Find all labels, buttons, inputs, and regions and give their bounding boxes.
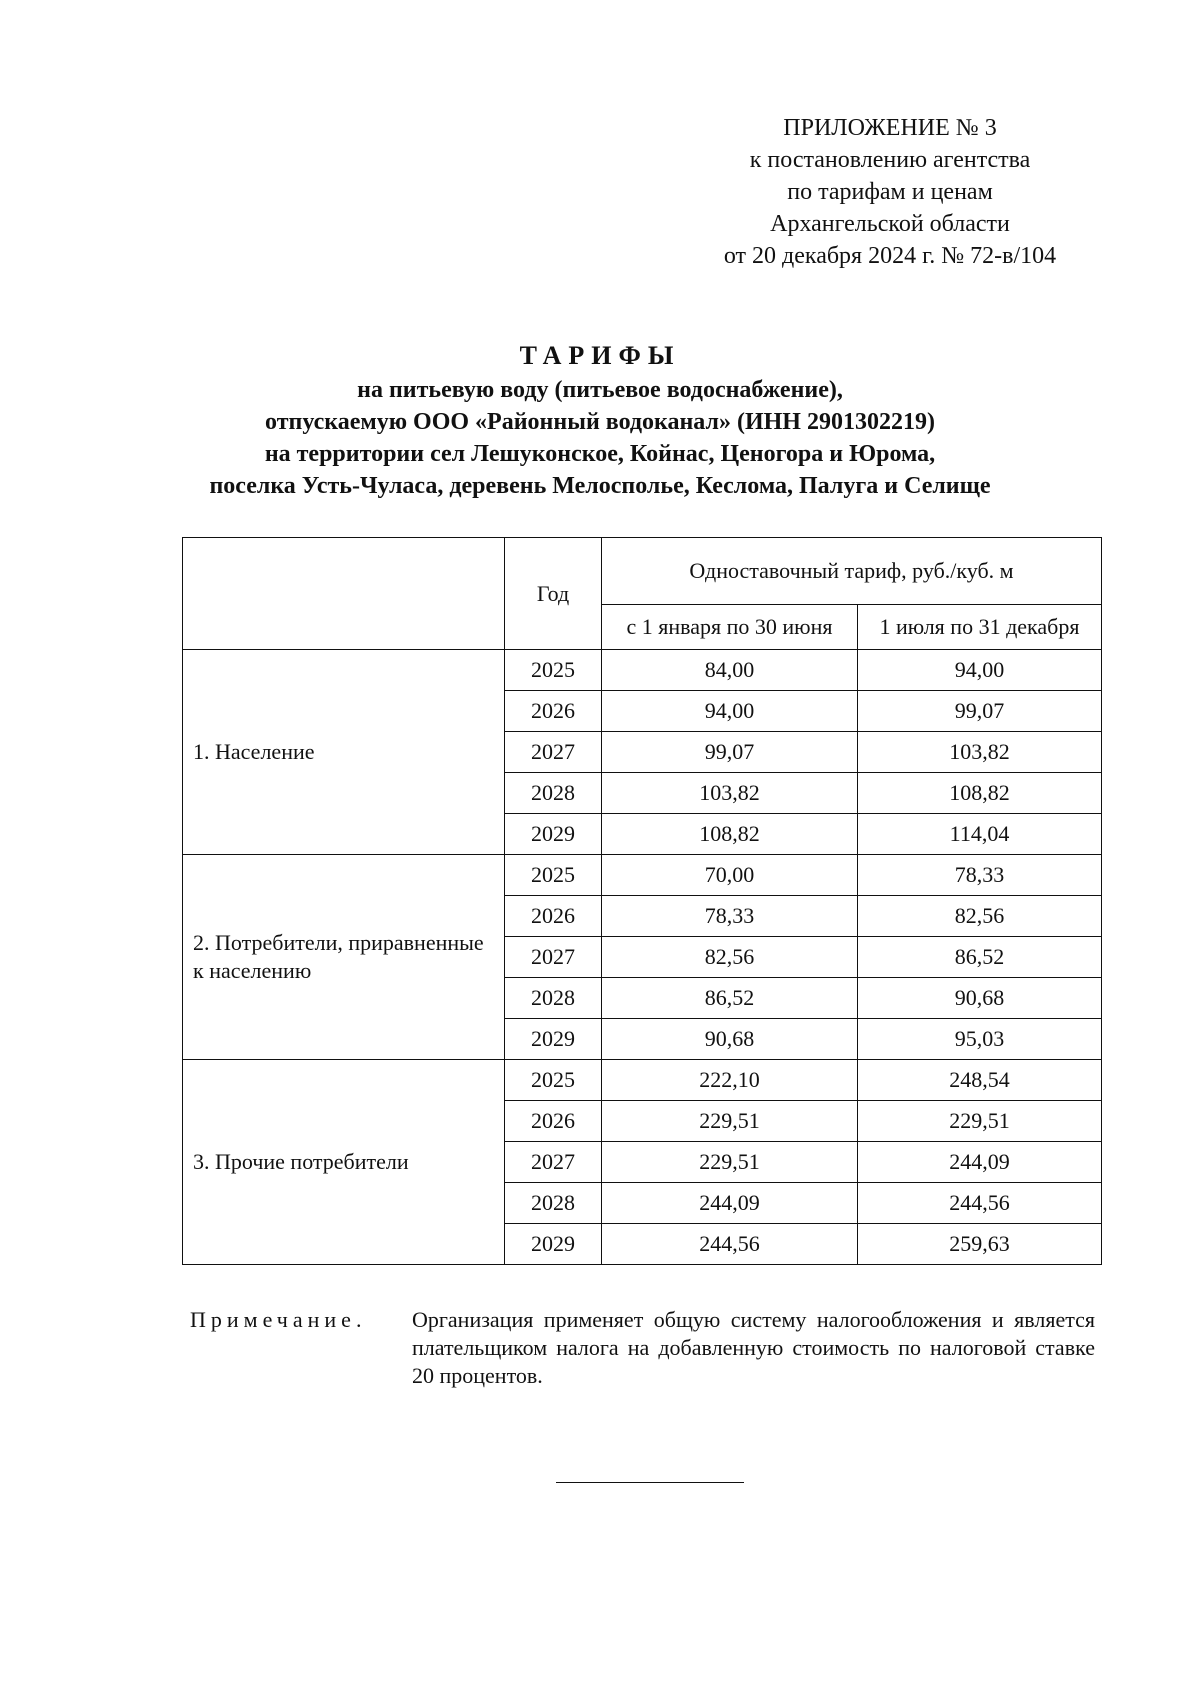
tariff-h2-cell: 108,82 — [858, 773, 1102, 814]
header-tariff: Одноставочный тариф, руб./куб. м — [602, 538, 1102, 605]
tariff-h2-cell: 95,03 — [858, 1019, 1102, 1060]
tariff-h1-cell: 103,82 — [602, 773, 858, 814]
tariff-h1-cell: 244,56 — [602, 1224, 858, 1265]
tariff-h1-cell: 94,00 — [602, 691, 858, 732]
appendix-date-number: от 20 декабря 2024 г. № 72-в/104 — [723, 243, 1057, 269]
tariff-h1-cell: 108,82 — [602, 814, 858, 855]
appendix-number: ПРИЛОЖЕНИЕ № 3 — [783, 115, 997, 141]
appendix-header — [680, 112, 1100, 272]
year-cell: 2029 — [505, 814, 602, 855]
note-label: Примечание. — [190, 1307, 367, 1332]
tariff-h2-cell: 94,00 — [858, 650, 1102, 691]
note-text: Организация применяет общую систему налогообложения и является плательщиком налога на добавленную стоимость по налоговой ставке 20 процентов. — [412, 1307, 1095, 1388]
tariff-h2-cell: 82,56 — [858, 896, 1102, 937]
tariff-h1-cell: 70,00 — [602, 855, 858, 896]
tariff-h2-cell: 259,63 — [858, 1224, 1102, 1265]
header-category-empty — [183, 538, 505, 650]
tariff-h2-cell: 103,82 — [858, 732, 1102, 773]
title-line: на территории сел Лешуконское, Койнас, Ценогора и Юрома, — [264, 441, 936, 467]
year-cell: 2028 — [505, 978, 602, 1019]
title-line: поселка Усть-Чуласа, деревень Мелосполье, Кеслома, Палуга и Селище — [209, 473, 991, 499]
tariff-h2-cell: 114,04 — [858, 814, 1102, 855]
tariff-h2-cell: 244,09 — [858, 1142, 1102, 1183]
year-cell: 2027 — [505, 937, 602, 978]
year-cell: 2025 — [505, 855, 602, 896]
year-cell: 2028 — [505, 773, 602, 814]
year-cell: 2026 — [505, 896, 602, 937]
tariff-h2-cell: 229,51 — [858, 1101, 1102, 1142]
tariff-h1-cell: 222,10 — [602, 1060, 858, 1101]
tariff-h2-cell: 99,07 — [858, 691, 1102, 732]
header-year: Год — [505, 538, 602, 650]
year-cell: 2028 — [505, 1183, 602, 1224]
tariff-h2-cell: 248,54 — [858, 1060, 1102, 1101]
appendix-line: Архангельской области — [770, 211, 1010, 237]
table-row — [183, 650, 1102, 691]
year-cell: 2026 — [505, 1101, 602, 1142]
year-cell: 2027 — [505, 1142, 602, 1183]
tariff-h2-cell: 90,68 — [858, 978, 1102, 1019]
category-cell: 3. Прочие потребители — [183, 1060, 505, 1265]
year-cell: 2029 — [505, 1224, 602, 1265]
tariff-h1-cell: 82,56 — [602, 937, 858, 978]
tariff-h2-cell: 86,52 — [858, 937, 1102, 978]
document-title — [100, 340, 1100, 502]
tariff-h1-cell: 90,68 — [602, 1019, 858, 1060]
closing-divider — [556, 1482, 744, 1483]
year-cell: 2026 — [505, 691, 602, 732]
header-period-first-half: с 1 января по 30 июня — [602, 605, 858, 650]
appendix-line: к постановлению агентства — [749, 147, 1031, 173]
tariff-h1-cell: 78,33 — [602, 896, 858, 937]
tariff-h1-cell: 244,09 — [602, 1183, 858, 1224]
tariff-h1-cell: 84,00 — [602, 650, 858, 691]
table-row — [183, 855, 1102, 896]
table-row — [183, 1060, 1102, 1101]
title-line: отпускаемую ООО «Районный водоканал» (ИНН 2901302219) — [265, 409, 935, 435]
year-cell: 2025 — [505, 1060, 602, 1101]
title-main: ТАРИФЫ — [519, 341, 681, 370]
tariff-h1-cell: 99,07 — [602, 732, 858, 773]
tariff-h1-cell: 229,51 — [602, 1101, 858, 1142]
tariff-h2-cell: 244,56 — [858, 1183, 1102, 1224]
tariff-h1-cell: 86,52 — [602, 978, 858, 1019]
category-cell: 1. Население — [183, 650, 505, 855]
tariff-h2-cell: 78,33 — [858, 855, 1102, 896]
title-line: на питьевую воду (питьевое водоснабжение), — [357, 377, 843, 403]
year-cell: 2025 — [505, 650, 602, 691]
appendix-line: по тарифам и ценам — [787, 179, 993, 205]
year-cell: 2029 — [505, 1019, 602, 1060]
tariff-h1-cell: 229,51 — [602, 1142, 858, 1183]
header-period-second-half: 1 июля по 31 декабря — [858, 605, 1102, 650]
category-cell: 2. Потребители, приравненные к населению — [183, 855, 505, 1060]
year-cell: 2027 — [505, 732, 602, 773]
tariff-table — [182, 537, 1102, 1265]
